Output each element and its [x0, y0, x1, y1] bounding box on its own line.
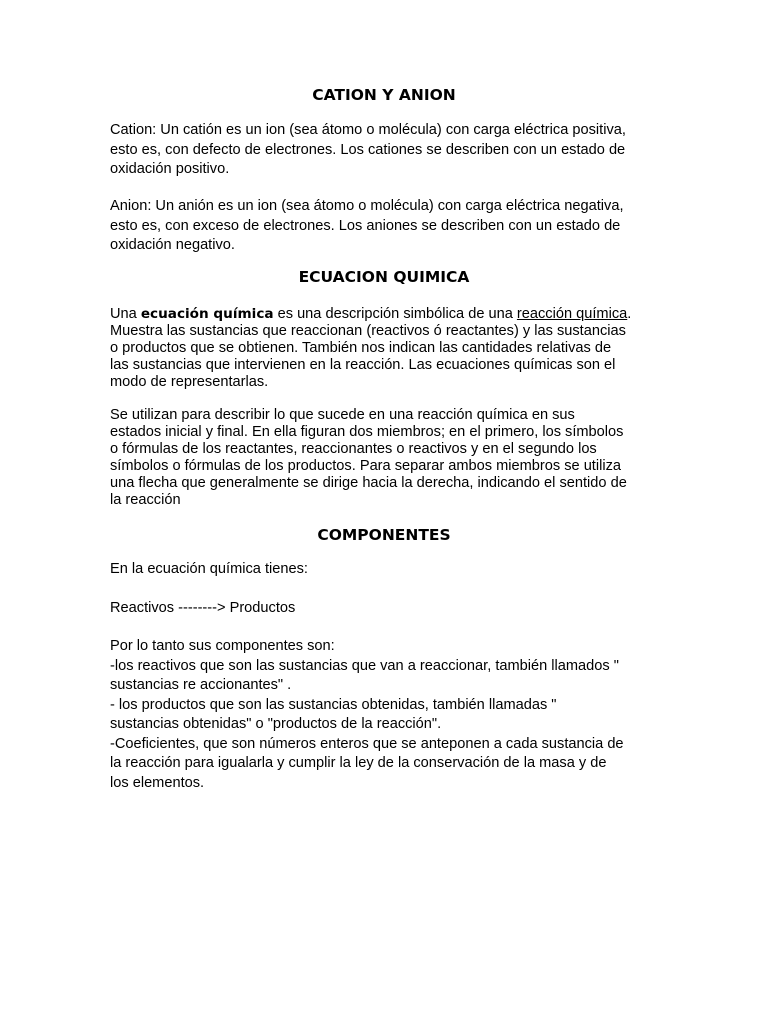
componentes-list	[110, 637, 658, 793]
text-suffix: .	[627, 306, 632, 322]
section-title-ecuacion-quimica: ECUACION QUIMICA	[298, 268, 470, 286]
ecuacion-p2-line: la reacción	[110, 492, 181, 508]
ecuacion-p2-line: estados inicial y final. En ella figuran dos miembros; en el primero, los símbolos	[110, 424, 624, 440]
ecuacion-paragraph-1	[110, 306, 658, 391]
anion-line: Anion: Un anión es un ion (sea átomo o molécula) con carga eléctrica negativa,	[110, 198, 624, 214]
ecuacion-line: Muestra las sustancias que reaccionan (reactivos ó reactantes) y las sustancias	[110, 323, 626, 339]
ecuacion-p2-line: una flecha que generalmente se dirige hacia la derecha, indicando el sentido de	[110, 475, 627, 491]
componentes-line: la reacción para igualarla y cumplir la ley de la conservación de la masa y de	[110, 755, 607, 771]
componentes-line: sustancias re accionantes" .	[110, 677, 292, 693]
ecuacion-p2-line: Se utilizan para describir lo que sucede en una reacción química en sus	[110, 407, 575, 423]
bold-term: ecuación química	[140, 306, 274, 322]
cation-line: Cation: Un catión es un ion (sea átomo o molécula) con carga eléctrica positiva,	[110, 122, 626, 138]
anion-line: oxidación negativo.	[110, 237, 235, 253]
componentes-formula: Reactivos --------> Productos	[110, 600, 296, 616]
ecuacion-p2-line: o fórmulas de los reactantes, reaccionantes o reactivos y en el segundo los	[110, 441, 597, 457]
ecuacion-first-line	[110, 306, 658, 323]
componentes-line: -Coeficientes, que son números enteros que se anteponen a cada sustancia de	[110, 735, 624, 752]
section-title-cation-anion: CATION Y ANION	[312, 86, 456, 104]
componentes-line: Por lo tanto sus componentes son:	[110, 638, 335, 654]
anion-line: esto es, con exceso de electrones. Los aniones se describen con un estado de	[110, 217, 621, 234]
cation-line: oxidación positivo.	[110, 161, 230, 177]
anion-paragraph	[110, 197, 658, 256]
componentes-line: sustancias obtenidas" o "productos de la reacción".	[110, 716, 442, 732]
ecuacion-p2-line: símbolos o fórmulas de los productos. Para separar ambos miembros se utiliza	[110, 458, 622, 474]
ecuacion-line: o productos que se obtienen. También nos indican las cantidades relativas de	[110, 340, 612, 356]
componentes-intro: En la ecuación química tienes:	[110, 561, 308, 577]
componentes-line: -los reactivos que son las sustancias que van a reaccionar, también llamados "	[110, 657, 619, 674]
componentes-line: - los productos que son las sustancias obtenidas, también llamadas "	[110, 696, 557, 713]
componentes-line: los elementos.	[110, 774, 205, 791]
ecuacion-line: las sustancias que intervienen en la reacción. Las ecuaciones químicas son el	[110, 357, 616, 373]
ecuacion-paragraph-2	[110, 407, 658, 509]
cation-paragraph	[110, 121, 658, 180]
text-mid: es una descripción simbólica de una	[273, 306, 517, 322]
cation-line: esto es, con defecto de electrones. Los cationes se describen con un estado de	[110, 141, 626, 158]
section-title-componentes: COMPONENTES	[317, 526, 451, 544]
reaccion-quimica-link[interactable]: reacción química	[516, 306, 628, 322]
text-prefix: Una	[110, 306, 141, 322]
ecuacion-line: modo de representarlas.	[110, 374, 269, 390]
